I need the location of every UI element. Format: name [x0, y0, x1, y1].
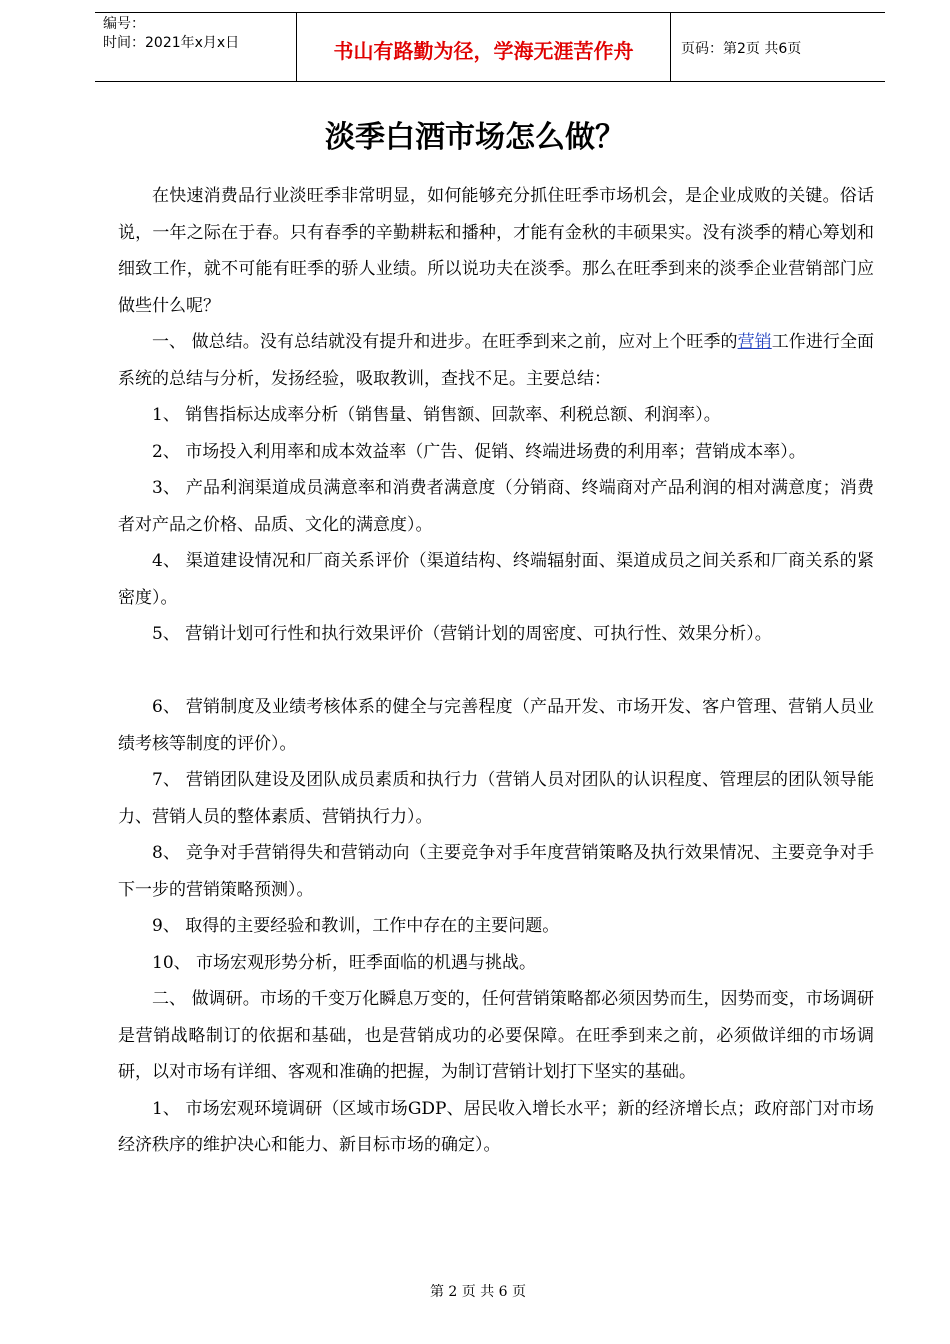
time-label: 时间：2021年x月x日: [103, 35, 240, 51]
list-item: 10、 市场宏观形势分析，旺季面临的机遇与挑战。: [152, 952, 537, 973]
number-label: 编号：: [103, 16, 145, 32]
document-title: 淡季白酒市场怎么做？: [325, 120, 625, 155]
document-body: [118, 178, 874, 1164]
list-item: 7、 营销团队建设及团队成员素质和执行力（营销人员对团队的认识程度、管理层的团队领导能力、营销人员的整体素质、营销执行力）。: [118, 770, 874, 827]
page-header: [95, 12, 885, 82]
list-item: 6、 营销制度及业绩考核体系的健全与完善程度（产品开发、市场开发、客户管理、营销人员业绩考核等制度的评价）。: [118, 697, 874, 754]
list-item: 4、 渠道建设情况和厂商关系评价（渠道结构、终端辐射面、渠道成员之间关系和厂商关系的紧密度）。: [118, 551, 874, 608]
section1-paragraph: [118, 324, 874, 397]
section1-text-before: 一、 做总结。没有总结就没有提升和进步。在旺季到来之前，应对上个旺季的: [152, 332, 738, 352]
section1-text-after: 工作进行全面系统的总结与分析，发扬经验，吸取教训，查找不足。主要总结：: [118, 332, 875, 389]
list-item: 3、 产品利润渠道成员满意率和消费者满意度（分销商、终端商对产品利润的相对满意度；消费者对产品之价格、品质、文化的满意度）。: [118, 478, 874, 535]
header-page-info: 页码：第2页 共6页: [681, 41, 802, 57]
intro-paragraph: 在快速消费品行业淡旺季非常明显，如何能够充分抓住旺季市场机会，是企业成败的关键。俗话说，一年之际在于春。只有春季的辛勤耕耘和播种，才能有金秋的丰硕果实。没有淡季的精心筹划和细致工作，就不可能有旺季的骄人业绩。所以说功夫在淡季。那么在旺季到来的淡季企业营销部门应做些什么呢？: [118, 186, 874, 316]
list-item: 2、 市场投入利用率和成本效益率（广告、促销、终端进场费的利用率；营销成本率）。: [152, 441, 806, 462]
blank-line: [118, 653, 874, 690]
page-footer: 第 2 页 共 6 页: [429, 1284, 527, 1300]
list-item: 8、 竞争对手营销得失和营销动向（主要竞争对手年度营销策略及执行效果情况、主要竞争对手下一步的营销策略预测）。: [118, 843, 874, 900]
section2-paragraph: 二、 做调研。市场的千变万化瞬息万变的，任何营销策略都必须因势而生，因势而变，市场调研是营销战略制订的依据和基础，也是营销成功的必要保障。在旺季到来之前，必须做详细的市场调研，以对市场有详细、客观和准确的把握，为制订营销计划打下坚实的基础。: [118, 989, 874, 1082]
list-item: 1、 市场宏观环境调研（区域市场GDP、居民收入增长水平；新的经济增长点；政府部门对市场经济秩序的维护决心和能力、新目标市场的确定）。: [118, 1098, 874, 1155]
list-item: 9、 取得的主要经验和教训，工作中存在的主要问题。: [152, 916, 560, 936]
header-motto: 书山有路勤为径，学海无涯苦作舟: [297, 13, 671, 81]
list-item: 1、 销售指标达成率分析（销售量、销售额、回款率、利税总额、利润率）。: [152, 405, 721, 425]
marketing-link[interactable]: 营销: [737, 332, 772, 352]
list-item: 5、 营销计划可行性和执行效果评价（营销计划的周密度、可执行性、效果分析）。: [152, 624, 772, 644]
header-meta: [95, 13, 297, 81]
